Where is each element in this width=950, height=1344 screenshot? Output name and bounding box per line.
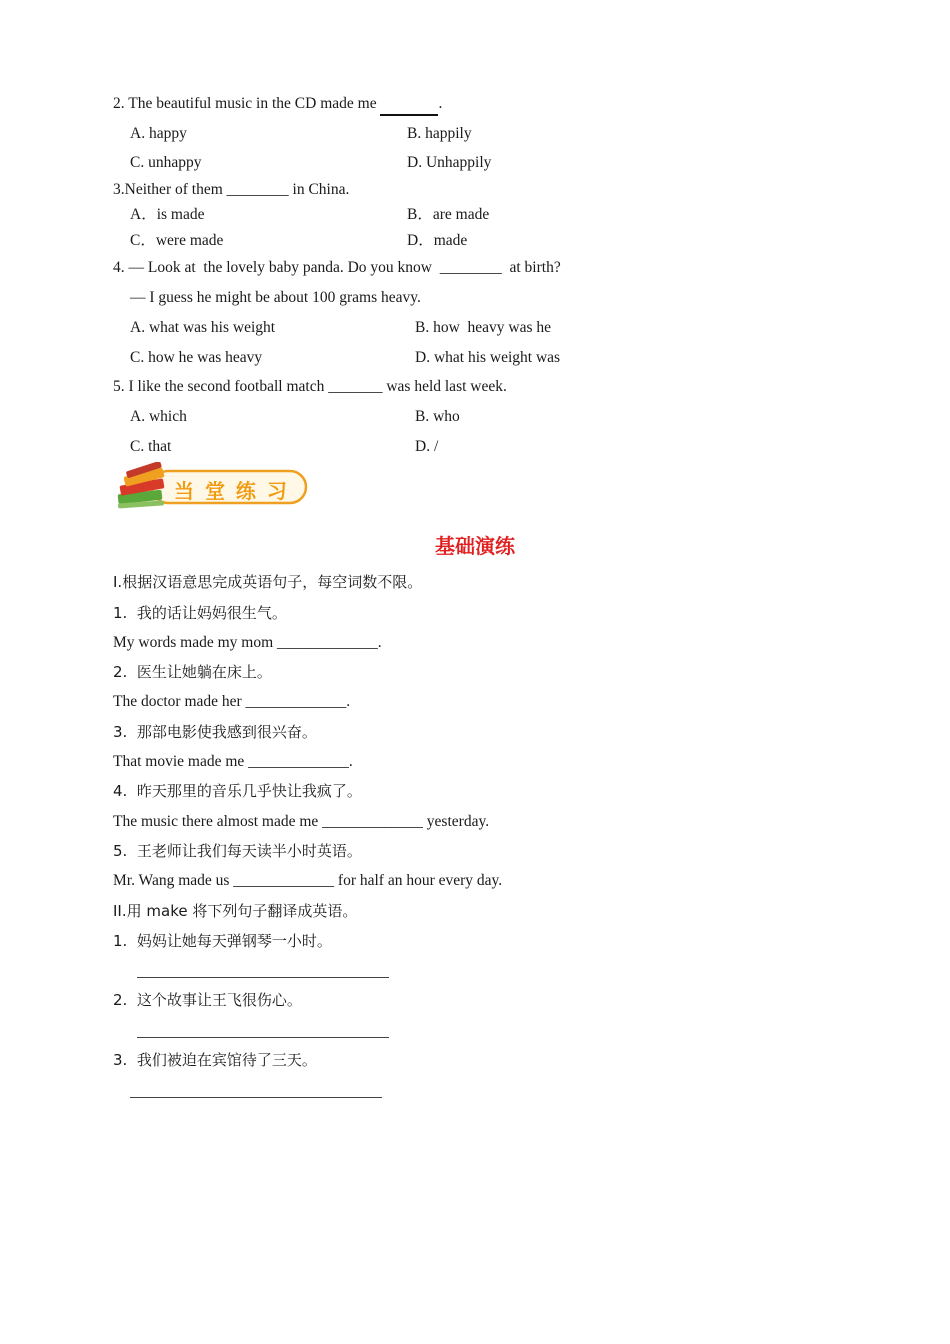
q3-option-b[interactable]: B．are made xyxy=(407,206,490,223)
q4-option-c[interactable]: C. how he was heavy xyxy=(130,349,263,366)
q3-option-a[interactable]: A．is made xyxy=(130,206,205,223)
part2-instruction: II.用 make 将下列句子翻译成英语。 xyxy=(113,902,358,920)
answer-blank xyxy=(380,94,438,116)
part1-item-2-en: The doctor made her _____________. xyxy=(113,693,351,710)
part1-item-5-en: Mr. Wang made us _____________ for half an hour every day. xyxy=(113,872,503,889)
question-4-stem: 4. — Look at the lovely baby panda. Do you know ________ at birth? xyxy=(113,259,561,276)
q5-option-b[interactable]: B. who xyxy=(415,408,460,425)
question-4-reply: — I guess he might be about 100 grams heavy. xyxy=(130,289,421,306)
part1-item-5-cn: 5. 王老师让我们每天读半小时英语。 xyxy=(113,842,362,860)
q2-option-b[interactable]: B. happily xyxy=(407,125,472,142)
part2-item-1-cn: 1. 妈妈让她每天弹钢琴一小时。 xyxy=(113,932,332,950)
part1-item-1-en: My words made my mom _____________. xyxy=(113,634,382,651)
part1-item-1-cn: 1. 我的话让妈妈很生气。 xyxy=(113,604,287,622)
part1-item-3-cn: 3. 那部电影使我感到很兴奋。 xyxy=(113,723,317,741)
q4-option-a[interactable]: A. what was his weight xyxy=(130,319,276,336)
q5-option-c[interactable]: C. that xyxy=(130,438,172,455)
part2-item-3-cn: 3. 我们被迫在宾馆待了三天。 xyxy=(113,1051,317,1069)
q3-option-d[interactable]: D．made xyxy=(407,232,468,249)
q4-option-d[interactable]: D. what his weight was xyxy=(415,349,561,366)
q2-option-d[interactable]: D. Unhappily xyxy=(407,154,492,171)
q3-option-c[interactable]: C．were made xyxy=(130,232,224,249)
part1-instruction: I.根据汉语意思完成英语句子，每空词数不限。 xyxy=(113,573,423,591)
answer-line[interactable] xyxy=(130,1097,382,1098)
answer-line[interactable] xyxy=(137,1037,389,1038)
part2-item-2-cn: 2. 这个故事让王飞很伤心。 xyxy=(113,991,302,1009)
question-2-stem: 2. The beautiful music in the CD made me . xyxy=(113,94,442,116)
q4-option-b[interactable]: B. how heavy was he xyxy=(415,319,552,336)
q5-option-a[interactable]: A. which xyxy=(130,408,187,425)
part1-item-3-en: That movie made me _____________. xyxy=(113,753,353,770)
q2-option-a[interactable]: A. happy xyxy=(130,125,187,142)
part1-item-4-en: The music there almost made me _____________ yesterday. xyxy=(113,813,490,830)
part1-item-2-cn: 2. 医生让她躺在床上。 xyxy=(113,663,272,681)
question-5-stem: 5. I like the second football match _______ was held last week. xyxy=(113,378,507,395)
classroom-practice-banner xyxy=(112,462,312,512)
question-3-stem: 3.Neither of them ________ in China. xyxy=(113,181,350,198)
answer-line[interactable] xyxy=(137,977,389,978)
q2-option-c[interactable]: C. unhappy xyxy=(130,154,202,171)
banner-label: 当 堂 练 习 xyxy=(174,479,289,503)
section-title: 基础演练 xyxy=(435,534,515,558)
part1-item-4-cn: 4. 昨天那里的音乐几乎快让我疯了。 xyxy=(113,782,362,800)
q5-option-d[interactable]: D. / xyxy=(415,438,439,455)
